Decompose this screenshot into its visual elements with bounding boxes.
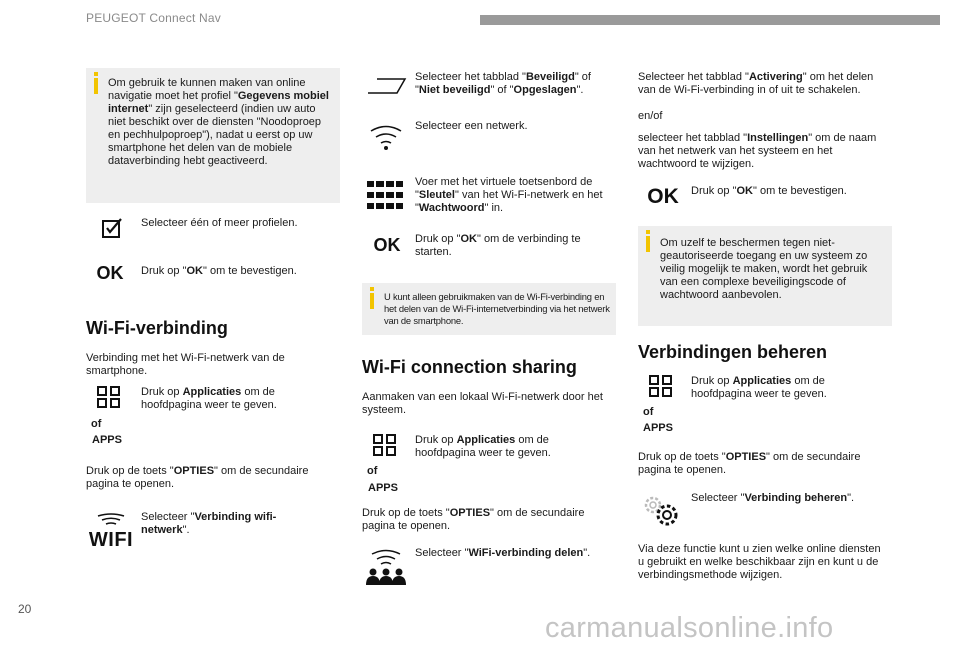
step-press-applicaties: Druk op Applicaties om de hoofdpagina weer te geven. — [141, 386, 277, 411]
header-bar — [480, 15, 940, 25]
closing-text: Via deze functie kunt u zien welke online diensten u gebruikt en welke beschikbaar zijn en kunt u de verbindingsmethode wijzigen. — [638, 543, 881, 581]
apps-grid-icon — [96, 385, 122, 409]
info-text-security: Om uzelf te beschermen tegen niet-geautoriseerde toegang en uw systeem zo veilig mogelijk te maken, wordt het gebruik van een complexe beveiligingscode of wachtwoord aanbevolen. — [660, 237, 868, 301]
or-label: of — [367, 465, 378, 477]
tab-icon — [366, 75, 408, 97]
step-select-tab: Selecteer het tabblad "Beveiligd" of "Niet beveiligd" of "Opgeslagen". — [415, 71, 591, 96]
checkbox-select-icon — [100, 216, 124, 240]
ok-icon: OK — [373, 234, 401, 255]
step-select-wifi: Selecteer "Verbinding wifi-netwerk". — [141, 511, 277, 536]
info-box-security — [638, 226, 892, 326]
step-ok-start: Druk op "OK" om de verbinding te starten. — [415, 233, 581, 258]
apps-label: APPS — [368, 482, 398, 494]
step-ok-confirm: Druk op "OK" om te bevestigen. — [691, 185, 847, 197]
ok-icon: OK — [96, 262, 124, 283]
watermark: carmanualsonline.info — [545, 612, 834, 644]
ok-icon: OK — [647, 185, 679, 208]
settings-tab-text: selecteer het tabblad "Instellingen" om de naam van het netwerk van het systeem en het wachtwoord te wijzigen. — [638, 132, 877, 170]
intro-wifi-verbinding: Verbinding met het Wi-Fi-netwerk van de smartphone. — [86, 352, 285, 377]
info-box-wifi-sharing — [362, 283, 616, 335]
heading-wifi-connection-sharing: Wi-Fi connection sharing — [362, 357, 577, 377]
wifi-network-icon — [368, 122, 404, 152]
and-or-text: en/of — [638, 110, 663, 122]
gears-settings-icon — [640, 492, 684, 530]
info-text-wifi-sharing: U kunt alleen gebruikmaken van de Wi-Fi-verbinding en het delen van de Wi-Fi-internetverbinding via het netwerk van de smartphone. — [384, 291, 610, 326]
options-text: Druk op de toets "OPTIES" om de secundaire pagina te openen. — [362, 507, 585, 532]
or-label: of — [91, 418, 102, 430]
apps-grid-icon — [648, 374, 674, 398]
apps-label: APPS — [643, 422, 673, 434]
info-icon — [646, 230, 650, 234]
step-ok-confirm: Druk op "OK" om te bevestigen. — [141, 265, 297, 277]
wifi-label: WIFI — [88, 528, 134, 551]
info-icon — [94, 72, 98, 76]
wifi-icon — [89, 510, 133, 554]
info-icon — [370, 287, 374, 291]
keyboard-icon — [366, 180, 404, 210]
activation-tab-text: Selecteer het tabblad "Activering" om het delen van de Wi-Fi-verbinding in of uit te schakelen. — [638, 71, 874, 96]
options-text: Druk op de toets "OPTIES" om de secundaire pagina te openen. — [86, 465, 309, 490]
info-box-online-navigation — [86, 68, 340, 203]
intro-wifi-sharing: Aanmaken van een lokaal Wi-Fi-netwerk door het systeem. — [362, 391, 603, 416]
apps-label: APPS — [92, 434, 122, 446]
options-text: Druk op de toets "OPTIES" om de secundaire pagina te openen. — [638, 451, 861, 476]
page-number: 20 — [18, 602, 32, 616]
step-select-network: Selecteer een netwerk. — [415, 120, 528, 132]
header-title: PEUGEOT Connect Nav — [86, 11, 221, 25]
apps-grid-icon — [372, 433, 398, 457]
step-press-applicaties: Druk op Applicaties om de hoofdpagina weer te geven. — [415, 434, 551, 459]
info-text-online-navigation: Om gebruik te kunnen maken van online navigatie moet het profiel "Gegevens mobiel internet" zijn geselecteerd (indien uw auto niet beschikt over de diensten "Noodoproep en pechhulpoproep"), nadat u eerst op uw smartphone het delen van de mobiele dataverbinding hebt geactiveerd. — [108, 77, 329, 167]
or-label: of — [643, 406, 654, 418]
step-select-manage: Selecteer "Verbinding beheren". — [691, 492, 855, 504]
heading-verbindingen-beheren: Verbindingen beheren — [638, 342, 828, 362]
heading-wifi-verbinding: Wi-Fi-verbinding — [86, 318, 228, 338]
step-select-share: Selecteer "WiFi-verbinding delen". — [415, 547, 591, 559]
step-press-applicaties: Druk op Applicaties om de hoofdpagina weer te geven. — [691, 375, 827, 400]
step-enter-key: Voer met het virtuele toetsenbord de "Sleutel" van het Wi-Fi-netwerk en het "Wachtwoord" in. — [415, 176, 603, 214]
wifi-share-icon — [364, 547, 408, 587]
step-select-profiles: Selecteer één of meer profielen. — [141, 217, 298, 229]
